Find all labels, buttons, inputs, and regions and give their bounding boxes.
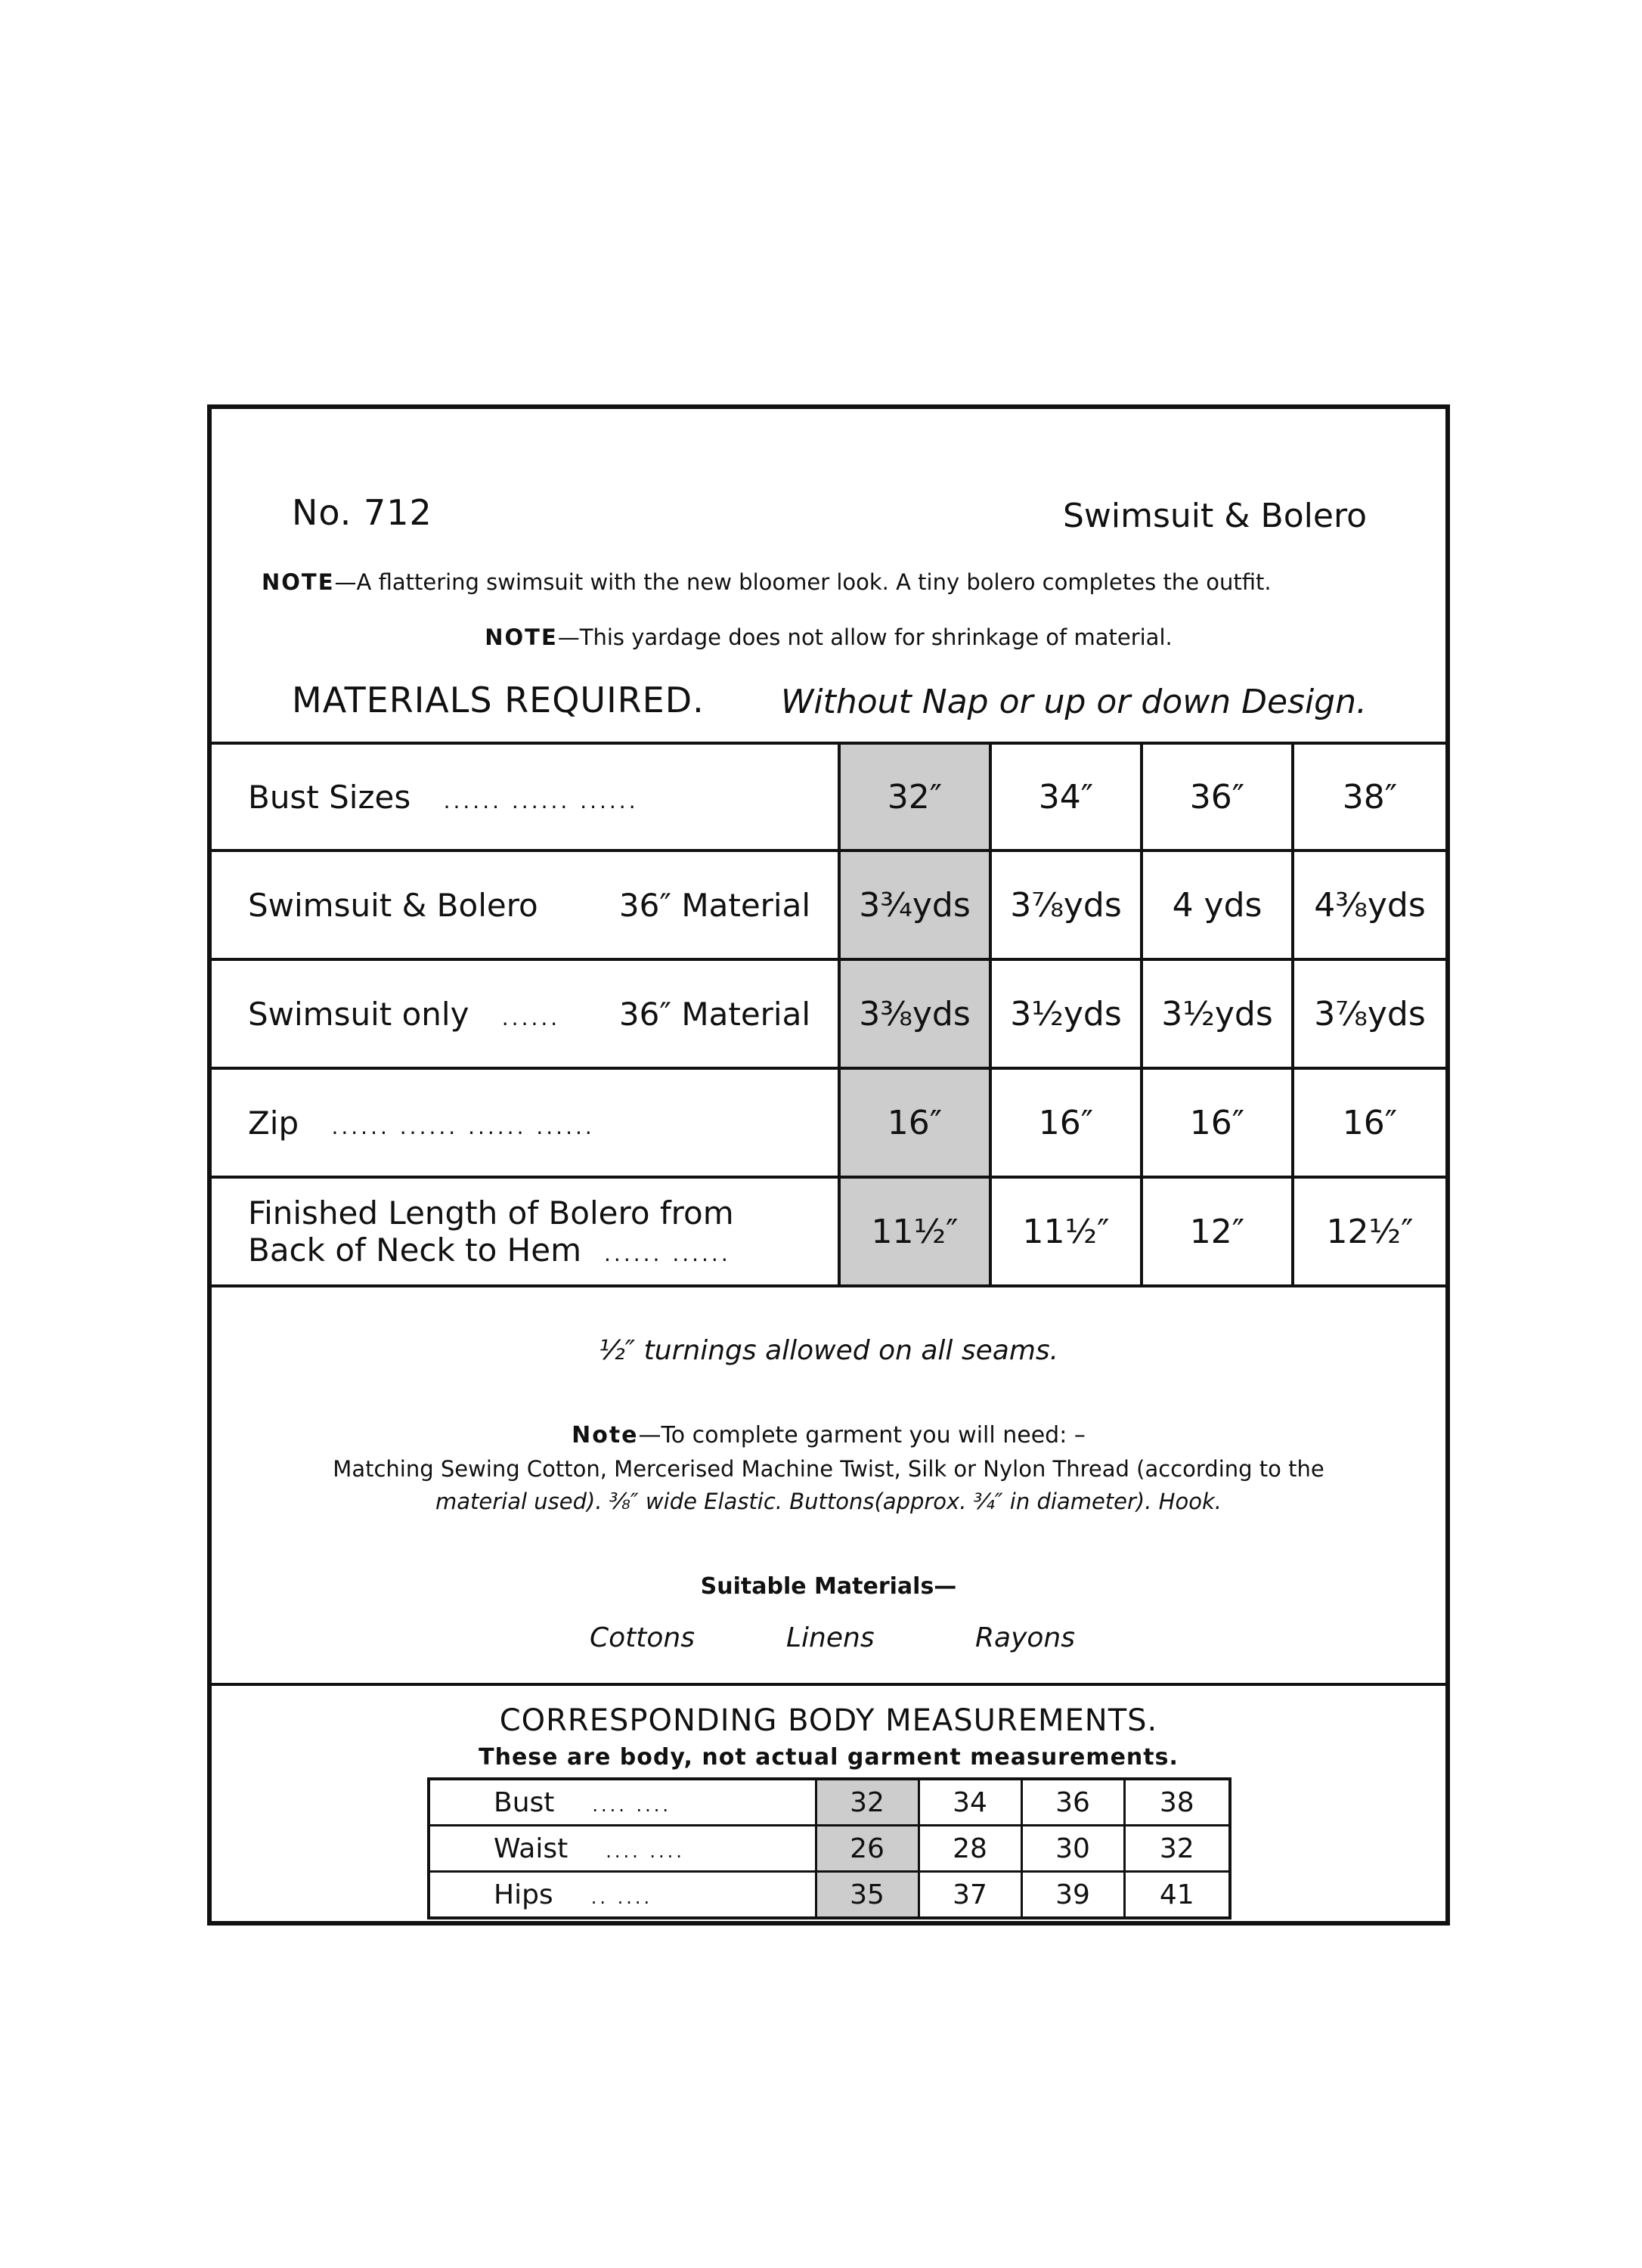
table-cell: 35 bbox=[816, 1872, 919, 1919]
table-row bbox=[212, 743, 1445, 850]
note-requirements-line3: material used). ⅜″ wide Elastic. Buttons(approx. ¾″ in diameter). Hook. bbox=[435, 1489, 1222, 1514]
table-cell: 11½″ bbox=[839, 1177, 990, 1286]
note-requirements-line2: Matching Sewing Cotton, Mercerised Machine Twist, Silk or Nylon Thread (according to the bbox=[333, 1456, 1324, 1482]
row-label bbox=[429, 1826, 816, 1872]
table-cell: 12″ bbox=[1142, 1177, 1293, 1286]
row-label bbox=[429, 1779, 816, 1826]
table-cell: 11½″ bbox=[990, 1177, 1142, 1286]
table-cell: 34 bbox=[919, 1779, 1021, 1826]
table-cell: 32 bbox=[816, 1779, 919, 1826]
leader-dots: ...... ...... ...... bbox=[443, 788, 639, 813]
row-label-text: Bust Sizes bbox=[248, 778, 411, 816]
leader-dots: ...... ...... ...... ...... bbox=[331, 1114, 595, 1139]
table-cell: 4 yds bbox=[1142, 850, 1293, 959]
table-row bbox=[212, 1068, 1445, 1177]
table-cell: 39 bbox=[1021, 1872, 1124, 1919]
table-cell: 36 bbox=[1021, 1779, 1124, 1826]
table-cell: 38 bbox=[1124, 1779, 1230, 1826]
pattern-number: No. 712 bbox=[292, 492, 432, 533]
note-label: Note bbox=[572, 1422, 639, 1448]
table-cell: 16″ bbox=[1293, 1068, 1445, 1177]
row-label-text: Swimsuit only bbox=[248, 995, 469, 1033]
body-measurements-heading: CORRESPONDING BODY MEASUREMENTS. bbox=[499, 1703, 1158, 1738]
table-row bbox=[429, 1779, 1230, 1826]
row-label-text-2 bbox=[248, 1232, 838, 1269]
row-label-text: Waist bbox=[494, 1833, 569, 1864]
table-cell: 3⅞yds bbox=[1293, 959, 1445, 1068]
table-cell: 3⅜yds bbox=[839, 959, 990, 1068]
table-cell: 30 bbox=[1021, 1826, 1124, 1872]
row-label bbox=[212, 1177, 839, 1286]
note-text: —A flattering swimsuit with the new bloomer look. A tiny bolero completes the outfit. bbox=[334, 569, 1272, 595]
table-row bbox=[429, 1872, 1230, 1919]
table-cell: 28 bbox=[919, 1826, 1021, 1872]
pattern-sheet bbox=[207, 404, 1450, 1924]
section-divider bbox=[212, 1683, 1445, 1686]
note-description bbox=[262, 569, 1272, 595]
pattern-title: Swimsuit & Bolero bbox=[1062, 497, 1367, 535]
table-cell: 16″ bbox=[1142, 1068, 1293, 1177]
row-label-text: Finished Length of Bolero from bbox=[248, 1194, 734, 1232]
row-label-text: Bust bbox=[494, 1786, 555, 1818]
body-measurements-subheading: These are body, not actual garment measurements. bbox=[479, 1744, 1179, 1771]
table-cell: 36″ bbox=[1142, 743, 1293, 850]
suitable-materials-heading: Suitable Materials— bbox=[700, 1573, 957, 1600]
row-label-text: Hips bbox=[494, 1879, 553, 1910]
table-row bbox=[212, 959, 1445, 1068]
row-label bbox=[212, 850, 839, 959]
row-label-text-2-content: Back of Neck to Hem bbox=[248, 1232, 582, 1269]
row-label bbox=[212, 1068, 839, 1177]
table-row bbox=[212, 850, 1445, 959]
table-cell: 41 bbox=[1124, 1872, 1230, 1919]
table-row bbox=[212, 1177, 1445, 1286]
row-label-text: Swimsuit & Bolero bbox=[248, 886, 538, 924]
leader-dots: ...... ...... bbox=[604, 1241, 731, 1266]
note-shrinkage bbox=[212, 624, 1445, 650]
table-cell: 3¾yds bbox=[839, 850, 990, 959]
note-label: NOTE bbox=[262, 569, 335, 595]
table-cell: 4⅜yds bbox=[1293, 850, 1445, 959]
note-text: —To complete garment you will need: – bbox=[638, 1422, 1086, 1448]
table-cell: 26 bbox=[816, 1826, 919, 1872]
turnings-note: ½″ turnings allowed on all seams. bbox=[598, 1335, 1059, 1366]
note-label: NOTE bbox=[485, 624, 558, 650]
material-width: 36″ Material bbox=[618, 886, 810, 924]
suitable-material-item: Rayons bbox=[975, 1622, 1075, 1653]
table-cell: 3½yds bbox=[990, 959, 1142, 1068]
leader-dots: .... .... bbox=[606, 1840, 685, 1862]
table-cell: 38″ bbox=[1293, 743, 1445, 850]
suitable-material-item: Cottons bbox=[590, 1622, 695, 1653]
body-measurements-table bbox=[427, 1777, 1232, 1919]
table-cell: 16″ bbox=[990, 1068, 1142, 1177]
leader-dots: .... .... bbox=[592, 1794, 672, 1816]
leader-dots: .. .... bbox=[590, 1886, 653, 1908]
row-label bbox=[212, 743, 839, 850]
row-label-text: Zip bbox=[248, 1104, 299, 1142]
table-cell: 32 bbox=[1124, 1826, 1230, 1872]
row-label bbox=[212, 959, 839, 1068]
note-text: —This yardage does not allow for shrinkage of material. bbox=[557, 624, 1173, 650]
leader-dots: ...... bbox=[501, 1005, 561, 1030]
table-cell: 37 bbox=[919, 1872, 1021, 1919]
table-row bbox=[429, 1826, 1230, 1872]
table-cell: 16″ bbox=[839, 1068, 990, 1177]
table-cell: 32″ bbox=[839, 743, 990, 850]
bottom-rule bbox=[207, 1921, 1450, 1926]
table-cell: 3⅞yds bbox=[990, 850, 1142, 959]
materials-heading: MATERIALS REQUIRED. bbox=[292, 680, 705, 720]
materials-table bbox=[212, 742, 1445, 1287]
note-requirements bbox=[212, 1422, 1445, 1448]
table-cell: 34″ bbox=[990, 743, 1142, 850]
table-cell: 12½″ bbox=[1293, 1177, 1445, 1286]
suitable-material-item: Linens bbox=[786, 1622, 875, 1653]
row-label bbox=[429, 1872, 816, 1919]
material-width: 36″ Material bbox=[618, 995, 810, 1033]
materials-subheading: Without Nap or up or down Design. bbox=[780, 683, 1367, 721]
table-cell: 3½yds bbox=[1142, 959, 1293, 1068]
